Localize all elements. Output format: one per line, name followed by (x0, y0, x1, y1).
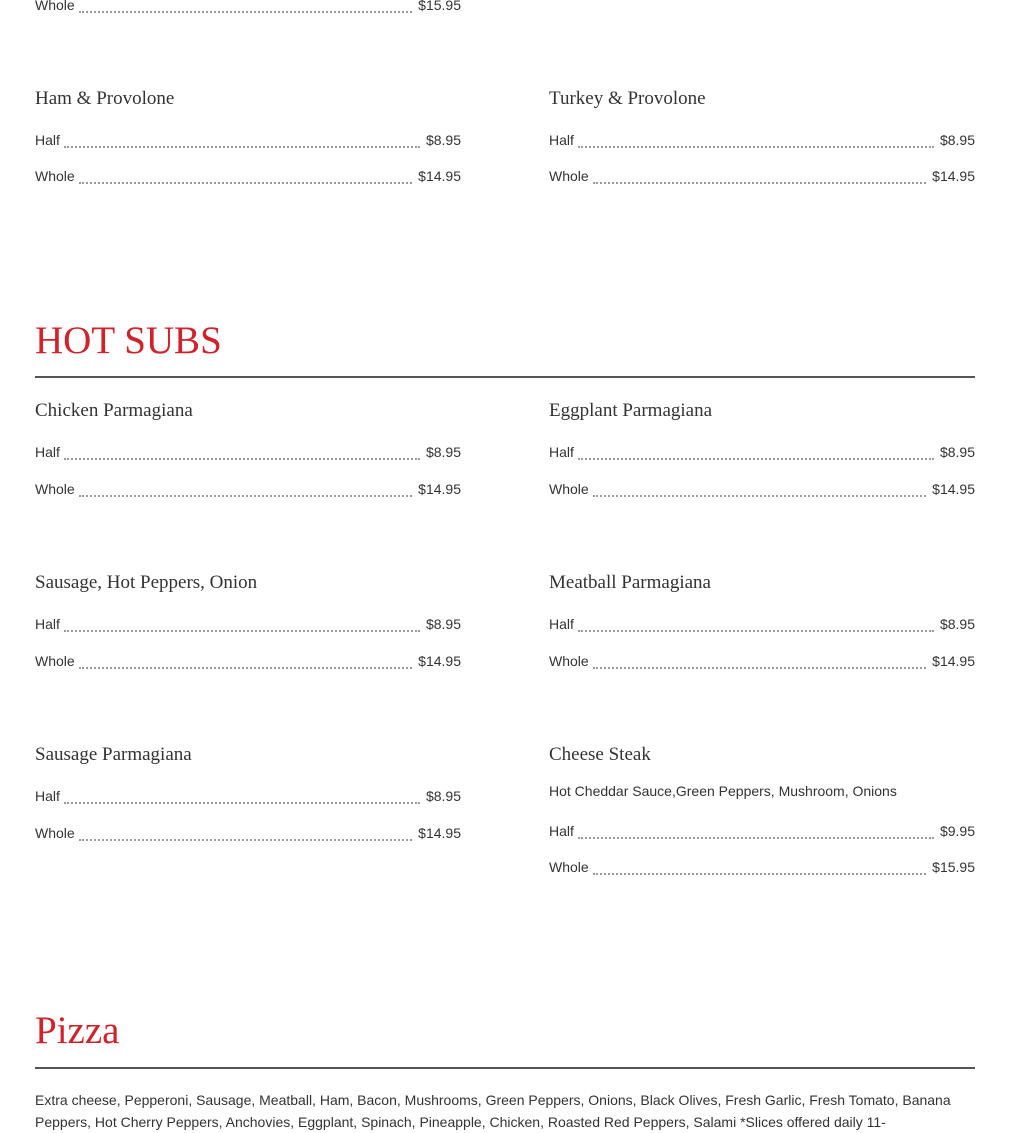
section-title-hot-subs: HOT SUBS (35, 319, 222, 362)
leader-dots (578, 146, 934, 148)
price: $8.95 (425, 444, 461, 460)
leader-dots (64, 458, 420, 460)
section-divider (35, 1067, 975, 1069)
price-row-whole (35, 168, 461, 188)
leader-dots (64, 146, 420, 148)
price-row-half (549, 444, 975, 464)
price: $14.95 (932, 168, 975, 184)
price: $8.95 (939, 616, 975, 632)
leader-dots (64, 802, 420, 804)
price-row-whole (549, 168, 975, 188)
menu-item-title: Turkey & Provolone (549, 88, 706, 109)
price: $14.95 (418, 168, 461, 184)
price-row-half (549, 823, 975, 843)
price-row-whole (35, 481, 461, 501)
leader-dots (593, 873, 926, 875)
leader-dots (578, 458, 934, 460)
leader-dots (79, 667, 412, 669)
menu-item-title: Sausage Parmagiana (35, 744, 192, 765)
size-label: Half (549, 823, 574, 839)
size-label: Whole (35, 168, 75, 184)
leader-dots (593, 667, 926, 669)
section-divider (35, 376, 975, 378)
menu-item-title: Cheese Steak (549, 744, 651, 765)
price: $8.95 (425, 616, 461, 632)
price: $8.95 (425, 132, 461, 148)
price-row-whole (549, 481, 975, 501)
price-row-half (35, 616, 461, 636)
size-label: Half (35, 616, 60, 632)
price-row-half (35, 444, 461, 464)
size-label: Whole (35, 0, 75, 13)
menu-item-title: Ham & Provolone (35, 88, 175, 109)
size-label: Whole (35, 481, 75, 497)
price: $15.95 (932, 859, 975, 875)
leader-dots (593, 182, 926, 184)
price-row-whole (549, 653, 975, 673)
size-label: Whole (549, 168, 589, 184)
size-label: Half (549, 132, 574, 148)
price-row-half (549, 616, 975, 636)
price-row-half (35, 788, 461, 808)
size-label: Half (35, 788, 60, 804)
menu-item-title: Chicken Parmagiana (35, 400, 193, 421)
price-row-whole (35, 825, 461, 845)
leader-dots (64, 630, 420, 632)
leader-dots (79, 495, 412, 497)
size-label: Whole (35, 653, 75, 669)
size-label: Half (549, 616, 574, 632)
price-row-half (35, 132, 461, 152)
size-label: Whole (549, 481, 589, 497)
leader-dots (578, 630, 934, 632)
price: $14.95 (932, 653, 975, 669)
leader-dots (79, 839, 412, 841)
price: $8.95 (939, 132, 975, 148)
leader-dots (578, 837, 934, 839)
price: $15.95 (418, 0, 461, 13)
price-row-whole (35, 653, 461, 673)
menu-item-title: Eggplant Parmagiana (549, 400, 713, 421)
price-row-whole (549, 859, 975, 879)
leader-dots (593, 495, 926, 497)
leader-dots (79, 11, 412, 13)
section-title-pizza: Pizza (35, 1009, 120, 1052)
price: $14.95 (418, 481, 461, 497)
size-label: Half (549, 444, 574, 460)
price-row-half (549, 132, 975, 152)
price-row-whole (35, 0, 461, 17)
pizza-toppings-description: Extra cheese, Pepperoni, Sausage, Meatball, Ham, Bacon, Mushrooms, Green Peppers, Onions, Black Olives, Fresh Garlic, Fresh Tomato, Banana Peppers, Hot Cherry Peppers, Anchovies, Eggplant, Spinach, Pineapple, Chicken, Roasted Red Peppers, Salami *Slices offered daily 11- (35, 1092, 951, 1130)
menu-item-title: Meatball Parmagiana (549, 572, 711, 593)
price: $8.95 (939, 444, 975, 460)
size-label: Whole (35, 825, 75, 841)
leader-dots (79, 182, 412, 184)
price: $8.95 (425, 788, 461, 804)
menu-item-description: Hot Cheddar Sauce,Green Peppers, Mushroom, Onions (549, 783, 897, 799)
price: $9.95 (939, 823, 975, 839)
price: $14.95 (418, 825, 461, 841)
size-label: Whole (549, 653, 589, 669)
price: $14.95 (932, 481, 975, 497)
size-label: Half (35, 444, 60, 460)
size-label: Half (35, 132, 60, 148)
price: $14.95 (418, 653, 461, 669)
size-label: Whole (549, 859, 589, 875)
menu-item-title: Sausage, Hot Peppers, Onion (35, 572, 258, 593)
